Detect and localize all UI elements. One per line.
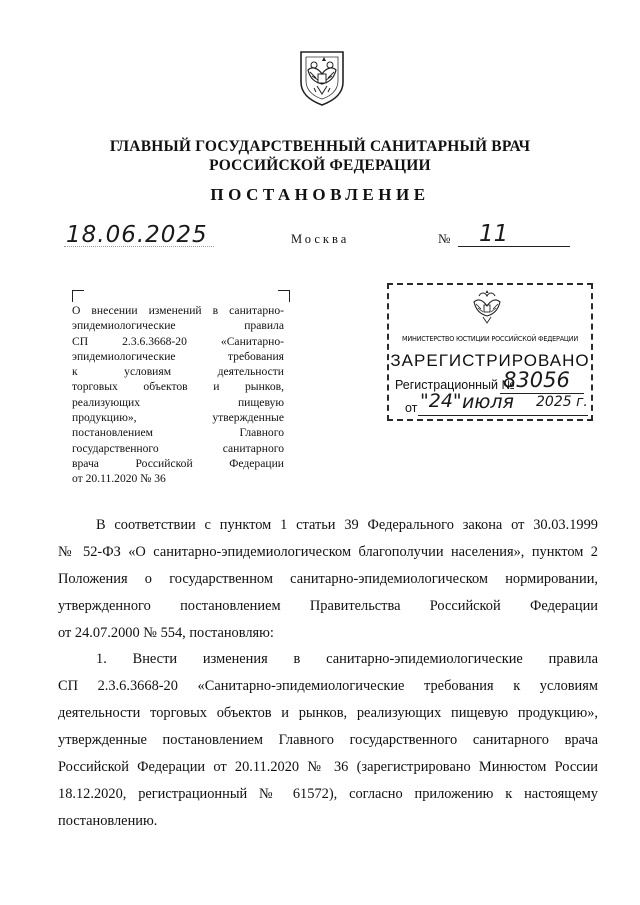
- subject-line: торговых объектов и рынков,: [72, 380, 284, 394]
- body-line: Положения о государственном санитарно-эпидемиологическом нормировании,: [58, 571, 598, 587]
- stamp-date-prefix: от: [405, 401, 418, 415]
- body-line: деятельности торговых объектов и рынков, реализующих пищевую продукцию»,: [58, 705, 598, 721]
- stamp-ministry: МИНИСТЕРСТВО ЮСТИЦИИ РОССИЙСКОЙ ФЕДЕРАЦИИ: [401, 334, 579, 343]
- document-subject: [72, 303, 284, 487]
- subject-line: эпидемиологические правила: [72, 319, 284, 333]
- date-underline: [64, 246, 214, 247]
- body-paragraph-1: [58, 512, 598, 647]
- document-date: 18.06.2025: [66, 222, 208, 248]
- stamp-date-month: июля: [462, 391, 514, 413]
- document-type-title: ПОСТАНОВЛЕНИЕ: [210, 185, 430, 204]
- body-line: Российской Федерации от 20.11.2020 № 36 (зарегистрировано Минюстом России: [58, 759, 598, 775]
- subject-line: от 20.11.2020 № 36: [72, 472, 166, 486]
- body-line: 18.12.2020, регистрационный № 61572), согласно приложению к настоящему: [58, 786, 598, 802]
- subject-line: государственного санитарного: [72, 441, 284, 455]
- document-number-label: №: [438, 231, 451, 246]
- stamp-registered: ЗАРЕГИСТРИРОВАНО: [390, 351, 590, 370]
- subject-line: врача Российской Федерации: [72, 456, 284, 470]
- subject-line: СП 2.3.6.3668-20 «Санитарно-: [72, 334, 284, 348]
- subject-corner-right: [278, 290, 290, 302]
- document-city: Москва: [291, 232, 350, 246]
- stamp-reg-number: 83056: [503, 368, 570, 392]
- stamp-date-underline: [418, 415, 588, 416]
- stamp-coat-of-arms-icon: [470, 288, 504, 326]
- coat-of-arms-icon: [298, 48, 346, 106]
- body-line: от 24.07.2000 № 554, постановляю:: [58, 625, 274, 641]
- body-line: утвержденного постановлением Правительства Российской Федерации: [58, 598, 598, 614]
- body-line: В соответствии с пунктом 1 статьи 39 Федерального закона от 30.03.1999: [96, 517, 598, 533]
- subject-corner-left: [72, 290, 84, 302]
- stamp-date-year: 2025 г.: [536, 394, 588, 410]
- subject-line: О внесении изменений в санитарно-: [72, 304, 284, 317]
- document-number: 11: [479, 221, 509, 247]
- subject-line: реализующих пищевую: [72, 395, 284, 409]
- body-line: 1. Внести изменения в санитарно-эпидемиологические правила: [96, 651, 598, 667]
- body-line: № 52-ФЗ «О санитарно-эпидемиологическом благополучии населения», пунктом 2: [58, 544, 598, 560]
- body-paragraph-2: [58, 646, 598, 835]
- subject-line: к условиям деятельности: [72, 365, 284, 379]
- subject-line: продукцию», утвержденные: [72, 411, 284, 425]
- subject-line: постановлением Главного: [72, 426, 284, 440]
- subject-line: эпидемиологические требования: [72, 349, 284, 363]
- stamp-reg-number-label: Регистрационный №: [395, 378, 515, 392]
- body-line: СП 2.3.6.3668-20 «Санитарно-эпидемиологические требования к условиям: [58, 678, 598, 694]
- body-line: постановлению.: [58, 813, 158, 829]
- authority-line-2: РОССИЙСКОЙ ФЕДЕРАЦИИ: [209, 157, 431, 174]
- stamp-date-day: "24": [420, 390, 462, 412]
- authority-line-1: ГЛАВНЫЙ ГОСУДАРСТВЕННЫЙ САНИТАРНЫЙ ВРАЧ: [109, 138, 531, 155]
- body-line: утвержденные постановлением Главного государственного санитарного врача: [58, 732, 598, 748]
- number-underline: [458, 246, 570, 247]
